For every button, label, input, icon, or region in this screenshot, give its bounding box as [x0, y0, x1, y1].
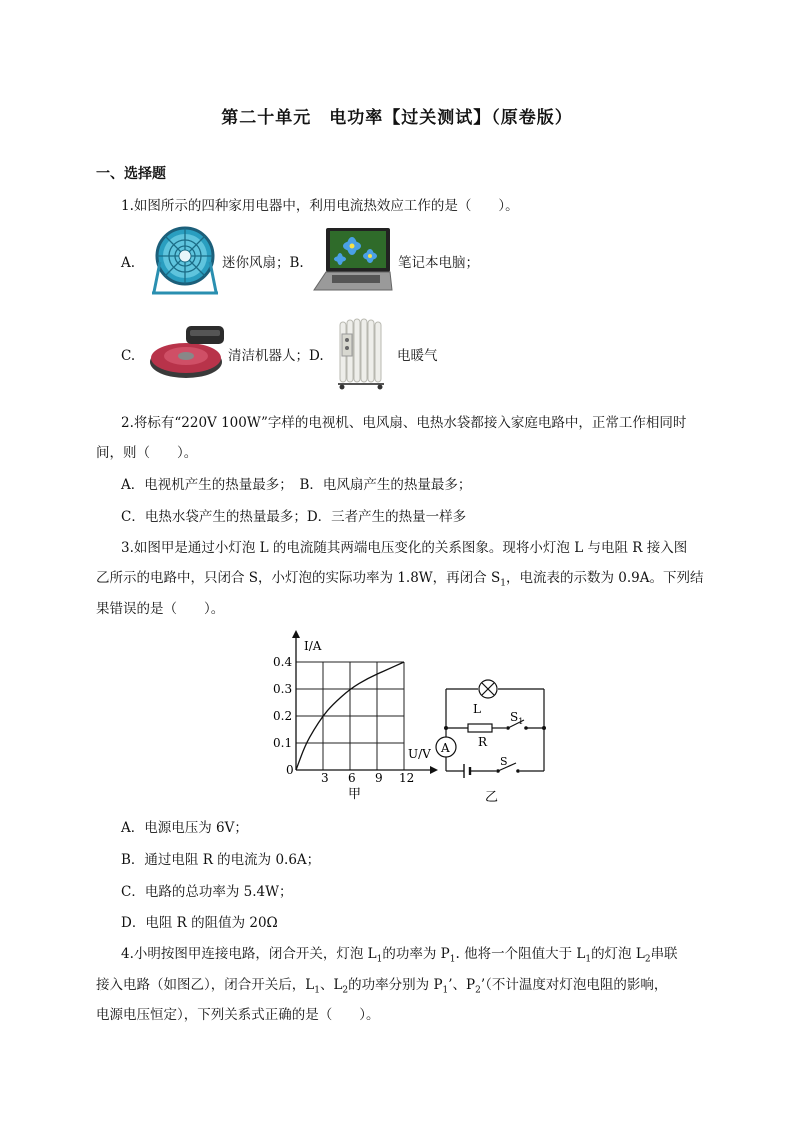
ammeter-label: A: [441, 741, 450, 755]
robot-cleaner-image: [148, 322, 228, 382]
page-title: 第二十单元 电功率【过关测试】（原卷版）: [221, 108, 573, 128]
y-tick-label: 0.1: [273, 736, 293, 750]
x-tick-label: 6: [348, 771, 356, 785]
q1-stem: 1.如图所示的四种家用电器中，利用电流热效应工作的是（ ）。: [121, 198, 519, 214]
battery-symbol: [464, 764, 470, 778]
q3-stem-line2: 乙所示的电路中，只闭合 S，小灯泡的实际功率为 1.8W，再闭合 $S_1$，电流表的示数为 0.9A。下列结: [96, 570, 704, 589]
origin-label: 0: [286, 763, 294, 777]
electric-heater-image: [336, 316, 386, 392]
q1-option-a-text: 迷你风扇；B.: [222, 255, 304, 271]
y-tick-label: 0.2: [273, 709, 293, 723]
q1-option-c-text: 清洁机器人；D.: [228, 348, 324, 364]
q4-stem-line1: 4.小明按图甲连接电路，闭合开关，灯泡 $L_1$的功率为 $P_1$. 他将一个阻值大于 $L_1$的灯泡 $L_2$串联: [121, 946, 678, 965]
q4-stem-line2: 接入电路（如图乙），闭合开关后，$L_1$、$L_2$的功率分别为 $P_1$’、$P_2$’（不计温度对灯泡电阻的影响，: [96, 977, 668, 996]
q2-options-ab: A．电视机产生的热量最多； B．电风扇产生的热量最多；: [121, 477, 472, 493]
x-tick-label: 9: [375, 771, 383, 785]
y-axis-arrow: [292, 630, 300, 638]
q2-stem-line2: 间，则（ ）。: [96, 445, 198, 461]
x-tick-label: 3: [321, 771, 329, 785]
q1-option-b-text: 笔记本电脑；: [398, 255, 479, 271]
q3-option-d: D．电阻 R 的阻值为 20Ω: [121, 915, 278, 931]
q1-option-d-text: 电暖气: [397, 348, 438, 364]
q2-stem-line1: 2.将标有“220V 100W”字样的电视机、电风扇、电热水袋都接入家庭电路中，正常工作相同时: [121, 415, 687, 431]
q3-stem-line1: 3.如图甲是通过小灯泡 L 的电流随其两端电压变化的关系图象。现将小灯泡 L 与电阻 R 接入图: [121, 540, 688, 556]
circuit-diagram: [430, 675, 555, 805]
q3-option-a: A．电源电压为 6V；: [121, 820, 248, 836]
lamp-label: L: [473, 702, 481, 716]
y-tick-label: 0.3: [273, 682, 293, 696]
junction-dot: [444, 726, 448, 730]
switch-s-label: S: [500, 755, 508, 768]
q1-option-a-letter: A.: [121, 255, 136, 271]
resistor-label: R: [478, 735, 488, 749]
q3-option-b: B．通过电阻 R 的电流为 0.6A；: [121, 852, 321, 868]
q3-option-c: C．电路的总功率为 5.4W；: [121, 884, 293, 900]
junction-dot: [542, 726, 546, 730]
circuit-caption: 乙: [485, 790, 499, 805]
y-tick-label: 0.4: [273, 655, 293, 669]
section-heading: 一、选择题: [96, 166, 166, 182]
iu-graph: [270, 630, 440, 808]
x-axis-label: U/V: [408, 747, 431, 761]
q4-stem-line3: 电源电压恒定），下列关系式正确的是（ ）。: [96, 1007, 380, 1023]
x-tick-label: 12: [399, 771, 415, 785]
q1-option-c-letter: C.: [121, 348, 136, 364]
q2-options-cd: C．电热水袋产生的热量最多；D．三者产生的热量一样多: [121, 509, 467, 525]
laptop-image: [312, 226, 394, 294]
graph-caption: 甲: [348, 787, 362, 802]
resistor-symbol: [468, 724, 492, 732]
switch-s1-label: $S_1$: [510, 710, 524, 726]
mini-fan-image: [148, 222, 222, 298]
lamp-symbol: [479, 680, 497, 698]
q3-stem-line3: 果错误的是（ ）。: [96, 601, 225, 617]
y-axis-label: I/A: [304, 639, 322, 653]
